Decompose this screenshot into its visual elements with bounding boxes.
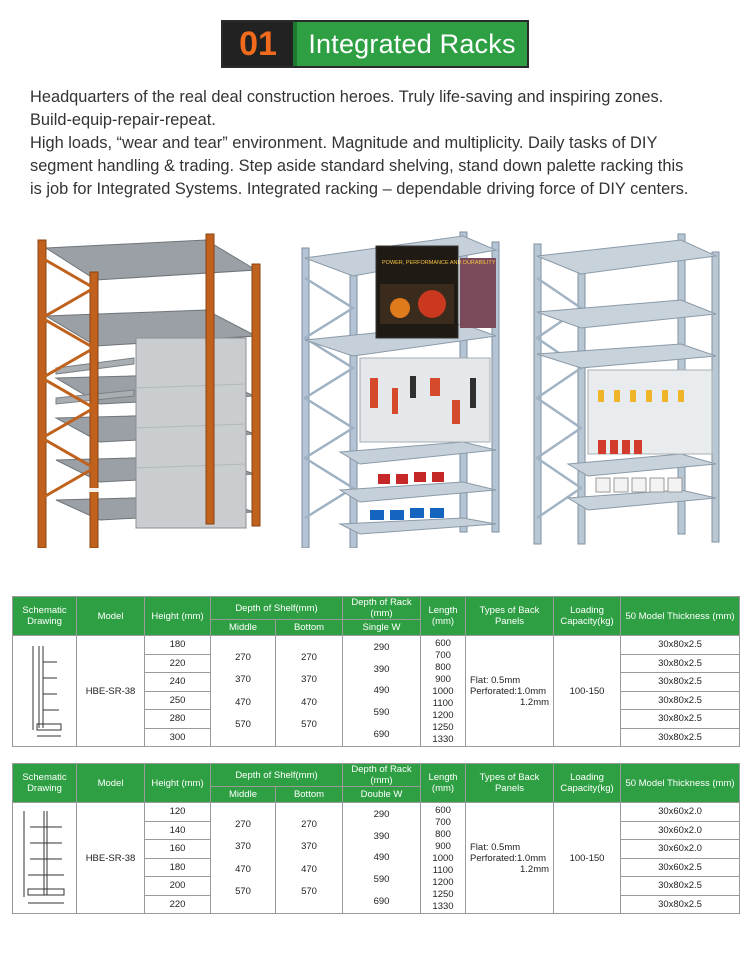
- bottom-value: 370: [301, 841, 317, 853]
- thickness-cell: 30x80x2.5: [621, 710, 740, 729]
- intro-line: is job for Integrated Systems. Integrated racking – dependable driving force of DIY centers.: [30, 180, 689, 198]
- middle-cell: [211, 803, 276, 914]
- panels-cell: [466, 636, 554, 747]
- bottom-cell: [276, 803, 343, 914]
- middle-value: 370: [235, 674, 251, 686]
- col-schematic: Schematic Drawing: [13, 597, 77, 636]
- middle-cell: [211, 636, 276, 747]
- col-length: Length (mm): [421, 597, 466, 636]
- bottom-value: 370: [301, 674, 317, 686]
- length-value: 1330: [432, 900, 454, 912]
- spec-table-single: [12, 596, 740, 747]
- loading-cell: 100-150: [554, 803, 621, 914]
- col-loading: Loading Capacity(kg): [554, 764, 621, 803]
- col-back-panels: Types of Back Panels: [466, 764, 554, 803]
- col-middle: Middle: [211, 787, 276, 803]
- depth-rack-value: 690: [373, 728, 390, 740]
- height-cell: 220: [145, 654, 211, 673]
- bottom-value: 570: [301, 886, 317, 898]
- depth-rack-cell: [343, 803, 421, 914]
- panels-cell: [466, 803, 554, 914]
- thickness-cell: 30x80x2.5: [621, 728, 740, 747]
- length-cell: [421, 803, 466, 914]
- thickness-cell: 30x60x2.0: [621, 803, 740, 822]
- thickness-cell: 30x80x2.5: [621, 673, 740, 692]
- height-cell: 140: [145, 821, 211, 840]
- bottom-value: 570: [301, 719, 317, 731]
- thickness-cell: 30x80x2.5: [621, 691, 740, 710]
- tool-rack-photo: [300, 228, 500, 548]
- loading-cell: 100-150: [554, 636, 621, 747]
- col-length: Length (mm): [421, 764, 466, 803]
- height-cell: 200: [145, 877, 211, 896]
- bottom-value: 470: [301, 863, 317, 875]
- col-rack-type: Double W: [343, 787, 421, 803]
- length-value: 1100: [432, 864, 454, 876]
- length-value: 800: [435, 661, 451, 673]
- col-model: Model: [77, 597, 145, 636]
- length-value: 600: [435, 637, 451, 649]
- panel-perforated: Perforated:1.0mm: [470, 852, 547, 864]
- section-number: 01: [223, 22, 293, 66]
- col-model: Model: [77, 764, 145, 803]
- paint-rack-photo: [528, 228, 728, 548]
- col-thickness: 50 Model Thickness (mm): [621, 597, 740, 636]
- depth-rack-value: 290: [373, 642, 390, 654]
- model-cell: HBE-SR-38: [77, 803, 145, 914]
- depth-rack-value: 490: [373, 685, 390, 697]
- length-value: 900: [435, 673, 451, 685]
- thickness-cell: 30x60x2.0: [621, 821, 740, 840]
- intro-line: segment handling & trading. Step aside standard shelving, stand down palette racking this: [30, 157, 684, 175]
- length-value: 1200: [432, 876, 454, 888]
- thickness-cell: 30x60x2.0: [621, 840, 740, 859]
- length-value: 1330: [432, 733, 454, 745]
- length-value: 1000: [432, 685, 454, 697]
- section-banner: [221, 20, 529, 68]
- col-depth-shelf: Depth of Shelf(mm): [211, 597, 343, 620]
- col-depth-shelf: Depth of Shelf(mm): [211, 764, 343, 787]
- depth-rack-value: 390: [373, 830, 390, 842]
- height-cell: 240: [145, 673, 211, 692]
- col-thickness: 50 Model Thickness (mm): [621, 764, 740, 803]
- length-value: 1200: [432, 709, 454, 721]
- col-depth-rack: Depth of Rack (mm): [343, 597, 421, 620]
- thickness-cell: 30x80x2.5: [621, 654, 740, 673]
- length-value: 800: [435, 828, 451, 840]
- height-cell: 250: [145, 691, 211, 710]
- height-cell: 220: [145, 895, 211, 914]
- schematic-drawing: [13, 803, 77, 914]
- section-title: Integrated Racks: [293, 22, 527, 66]
- thickness-cell: 30x60x2.5: [621, 858, 740, 877]
- schematic-drawing: [13, 636, 77, 747]
- length-value: 1250: [432, 721, 454, 733]
- col-rack-type: Single W: [343, 620, 421, 636]
- poster-text: POWER, PERFORMANCE AND DURABILITY: [382, 260, 496, 266]
- middle-value: 570: [235, 719, 251, 731]
- depth-rack-cell: [343, 636, 421, 747]
- thickness-cell: 30x80x2.5: [621, 877, 740, 896]
- middle-value: 570: [235, 886, 251, 898]
- bottom-cell: [276, 636, 343, 747]
- spec-table-double: [12, 763, 740, 914]
- panel-perforated: Perforated:1.0mm: [470, 685, 547, 697]
- length-value: 700: [435, 816, 451, 828]
- middle-value: 270: [235, 818, 251, 830]
- thickness-cell: 30x80x2.5: [621, 895, 740, 914]
- length-cell: [421, 636, 466, 747]
- depth-rack-value: 490: [373, 852, 390, 864]
- depth-rack-value: 590: [373, 707, 390, 719]
- height-cell: 120: [145, 803, 211, 822]
- col-back-panels: Types of Back Panels: [466, 597, 554, 636]
- height-cell: 180: [145, 636, 211, 655]
- col-middle: Middle: [211, 620, 276, 636]
- length-value: 900: [435, 840, 451, 852]
- height-cell: 160: [145, 840, 211, 859]
- bottom-value: 470: [301, 696, 317, 708]
- intro-line: Build-equip-repair-repeat.: [30, 111, 216, 129]
- col-depth-rack: Depth of Rack (mm): [343, 764, 421, 787]
- middle-value: 470: [235, 863, 251, 875]
- middle-value: 270: [235, 651, 251, 663]
- intro-text: [30, 86, 730, 201]
- depth-rack-value: 690: [373, 895, 390, 907]
- bottom-value: 270: [301, 651, 317, 663]
- length-value: 1250: [432, 888, 454, 900]
- length-value: 1100: [432, 697, 454, 709]
- panel-flat: Flat: 0.5mm: [470, 674, 521, 686]
- panel-perforated-alt: 1.2mm: [520, 863, 550, 875]
- intro-line: Headquarters of the real deal construction heroes. Truly life-saving and inspiring zones.: [30, 88, 664, 106]
- model-cell: HBE-SR-38: [77, 636, 145, 747]
- height-cell: 180: [145, 858, 211, 877]
- depth-rack-value: 390: [373, 663, 390, 675]
- intro-line: High loads, “wear and tear” environment. Magnitude and multiplicity. Daily tasks of DIY: [30, 134, 658, 152]
- orange-rack-photo: [26, 228, 266, 548]
- depth-rack-value: 290: [373, 809, 390, 821]
- col-loading: Loading Capacity(kg): [554, 597, 621, 636]
- length-value: 600: [435, 804, 451, 816]
- depth-rack-value: 590: [373, 874, 390, 886]
- col-height: Height (mm): [145, 764, 211, 803]
- col-bottom: Bottom: [276, 620, 343, 636]
- col-bottom: Bottom: [276, 787, 343, 803]
- thickness-cell: 30x80x2.5: [621, 636, 740, 655]
- height-cell: 300: [145, 728, 211, 747]
- middle-value: 470: [235, 696, 251, 708]
- height-cell: 280: [145, 710, 211, 729]
- col-height: Height (mm): [145, 597, 211, 636]
- length-value: 700: [435, 649, 451, 661]
- middle-value: 370: [235, 841, 251, 853]
- bottom-value: 270: [301, 818, 317, 830]
- panel-perforated-alt: 1.2mm: [520, 696, 550, 708]
- length-value: 1000: [432, 852, 454, 864]
- col-schematic: Schematic Drawing: [13, 764, 77, 803]
- panel-flat: Flat: 0.5mm: [470, 841, 521, 853]
